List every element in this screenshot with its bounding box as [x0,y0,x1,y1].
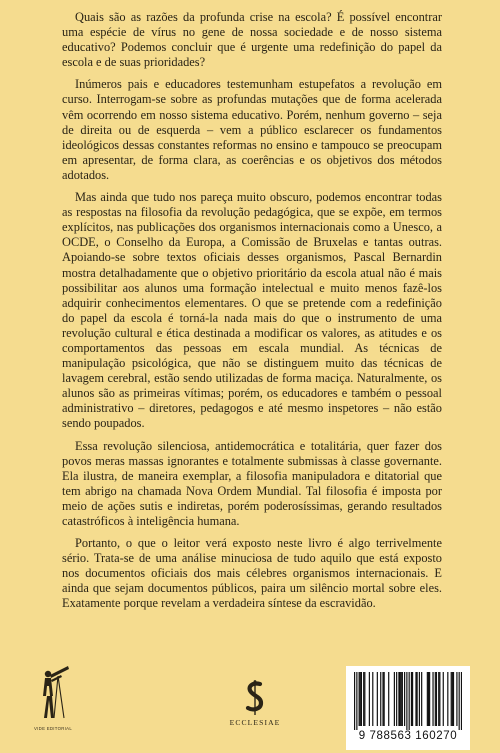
barcode-bar [452,672,453,726]
barcode-bar [398,672,399,726]
barcode-bar [372,672,373,726]
barcode-bar [401,672,402,726]
back-cover-text [62,10,442,619]
barcode-bar [412,672,413,726]
barcode-bar [411,672,412,726]
barcode-bar [404,672,405,726]
isbn-barcode [346,666,470,750]
barcode-bar [384,672,385,726]
barcode-bar [394,672,395,726]
barcode-bar [447,672,448,726]
barcode-bar [354,672,355,730]
barcode-bar [363,672,364,726]
barcode-bar [360,672,361,726]
barcode-bar [459,672,460,730]
barcode-bar [399,672,400,726]
paragraph: Essa revolução silenciosa, antidemocrática e totalitária, quer fazer dos povos meras massas ignorantes e totalmente submissas à classe governante. Ela ilustra, de maneira exemplar, a filosofia manipuladora e ditatorial que tem abrigo na chamada Nova Ordem Mundial. Tal filosofia é imposta por meio de ações sutis e indiretas, porém poderosíssimas, gerando resultados catastróficos à inteligência humana. [62,438,442,528]
ecclesiae-logo [215,680,295,727]
barcode-bar [406,672,407,730]
barcode-bar [451,672,452,726]
barcode-bar [361,672,362,726]
barcode-bar [402,672,403,726]
vide-editorial-logo [34,662,74,734]
barcode-bar [461,672,462,730]
barcode-bar [417,672,418,726]
barcode-bar [436,672,437,726]
barcode-bar [427,672,428,726]
barcode-bars [354,672,462,730]
barcode-bar [382,672,383,726]
paragraph: Quais são as razões da profunda crise na escola? É possível encontrar uma espécie de vírus no gene de nossa sociedade e de nosso sistema educativo? Podemos concluir que é urgente uma redefinição do papel da escola e de suas prioridades? [62,10,442,70]
telescope-figure-icon [34,662,74,724]
barcode-bar [456,672,457,726]
barcode-bar [409,672,410,730]
barcode-bar [388,672,389,726]
barcode-bar [453,672,454,726]
barcode-bar [428,672,429,726]
barcode-bar [359,672,360,726]
vide-editorial-label: VIDE EDITORIAL [34,726,73,731]
barcode-bar [396,672,397,726]
barcode-bar [438,672,439,726]
ecclesiae-label: ECCLESIAE [229,718,281,727]
isbn-number: 9 788563 160270 [358,730,458,742]
paragraph: Portanto, o que o leitor verá exposto neste livro é algo terrivelmente sério. Trata-se de uma análise minuciosa de tudo aquilo que está exposto nos documentos oficiais dos mais célebres organismos internacionais. E ainda que sejam documentos públicos, paira um silêncio mortal sobre eles. Exatamente porque revelam a verdadeira síntese da escravidão. [62,536,442,611]
barcode-bar [435,672,436,726]
barcode-bar [415,672,416,726]
barcode-bar [419,672,420,726]
barcode-bar [369,672,370,726]
barcode-bar [443,672,444,726]
barcode-bar [432,672,433,726]
barcode-bar [356,672,357,730]
paragraph: Inúmeros pais e educadores testemunham estupefatos a revolução em curso. Interrogam-se sobre as profundas mutações que de forma acelerada vêm ocorrendo em nosso sistema educativo. Porém, nenhum governo – seja de direita ou de esquerda – vem a público esclarecer os fundamentos ideológicos dessas constantes reformas no ensino e tampouco se preocupam em apresentar, de forma clara, as coerências e os objetivos dos métodos adotados. [62,77,442,182]
barcode-bar [377,672,378,726]
barcode-bar [380,672,381,726]
barcode-bar [364,672,365,726]
barcode-bar [439,672,440,726]
barcode-bar [421,672,422,726]
barcode-bar [429,672,430,726]
ecclesiae-s-icon [242,680,268,716]
paragraph: Mas ainda que tudo nos pareça muito obscuro, podemos encontrar todas as respostas na filosofia da revolução pedagógica, que se expõe, em termos explícitos, nas publicações dos organismos internacionais como a Unesco, a OCDE, o Conselho da Europa, a Comissão de Bruxelas e tantas outras. Apoiando-se sobre textos oficiais desses organismos, Pascal Bernardin mostra detalhadamente que o objetivo prioritário da escola atual não é mais possibilitar aos alunos uma formação intelectual e muito menos fazê-los adquirir conhecimentos elementares. O que se pretende com a redefinição do papel da escola é torná-la nada mais do que o instrumento de uma revolução cultural e ética destinada a modificar os valores, as atitudes e os comportamentos das pessoas em escala mundial. As técnicas de manipulação psicológica, que não se distinguem muito das técnicas de lavagem cerebral, estão sendo utilizadas de forma maciça. Naturalmente, os alunos são as primeiras vítimas; porém, os educadores e também o pessoal administrativo – diretores, pedagogos e até mesmo inspetores – não estão sendo poupados. [62,190,442,431]
